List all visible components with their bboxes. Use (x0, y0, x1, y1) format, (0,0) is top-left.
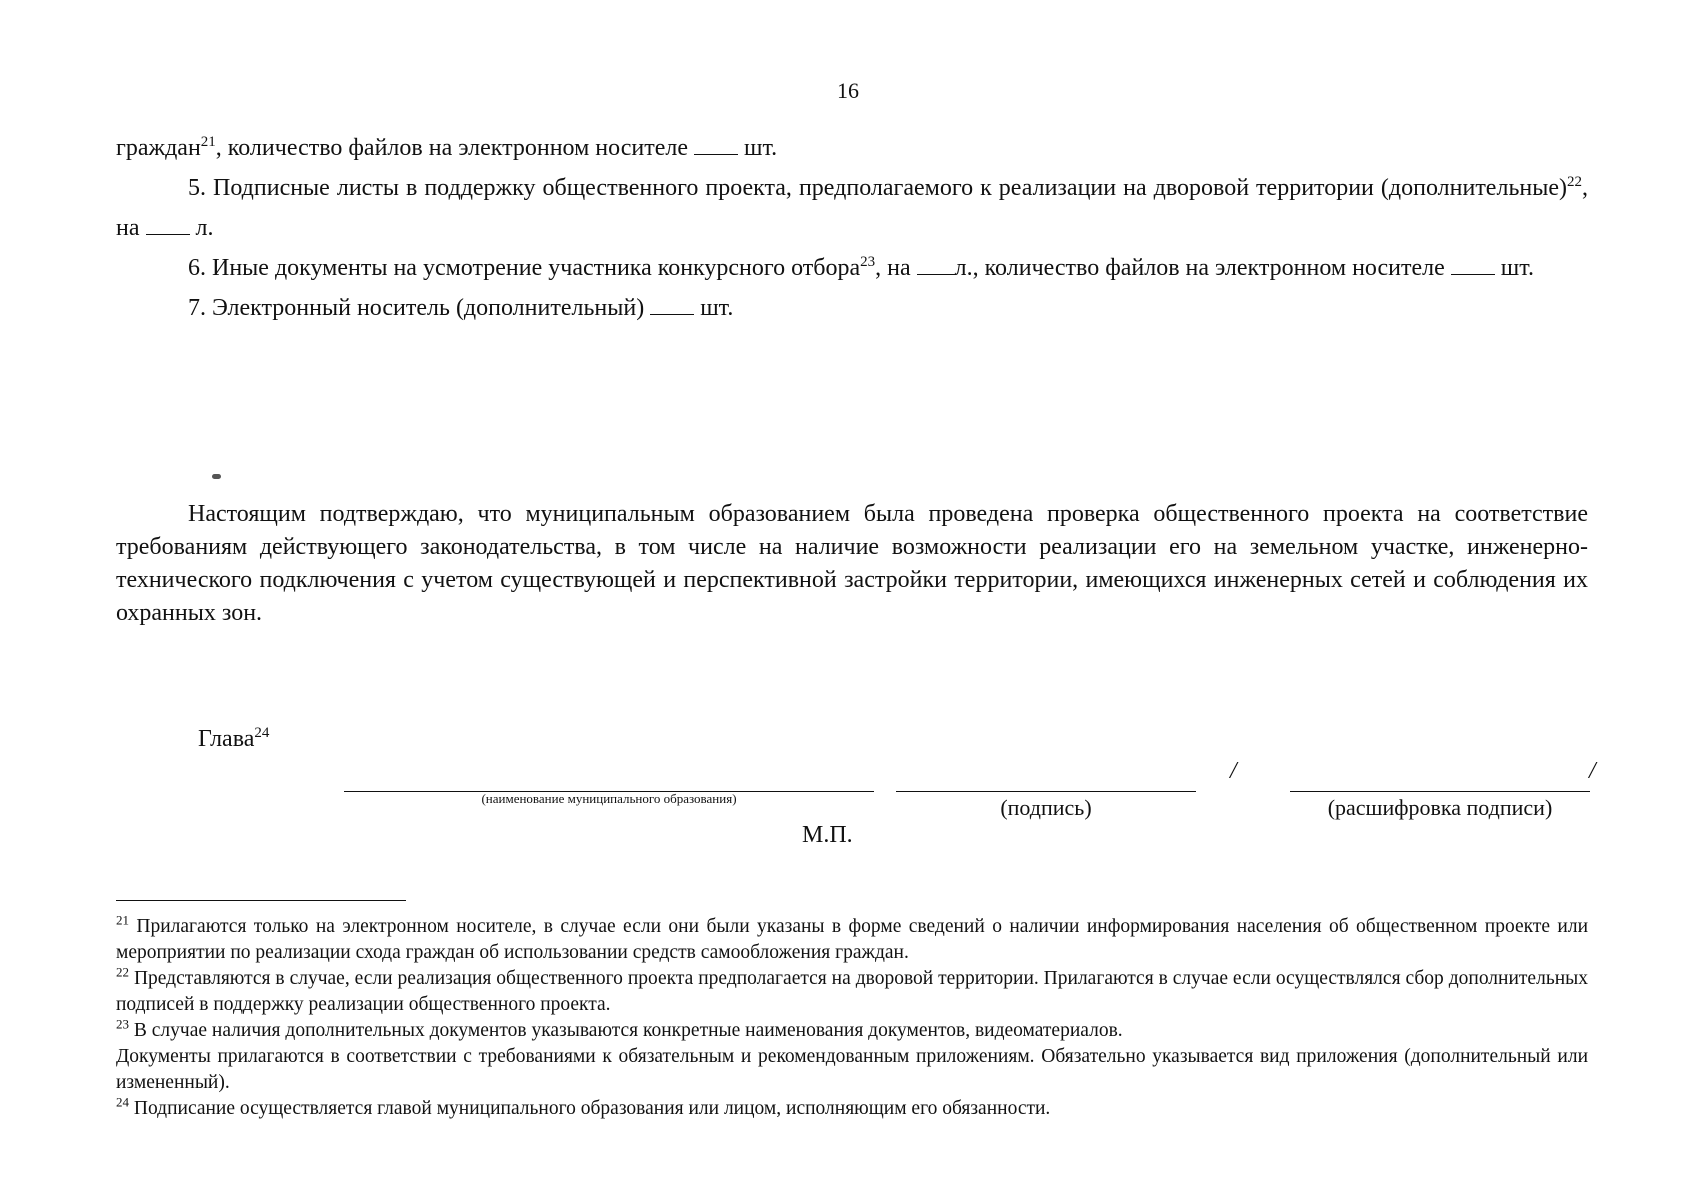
blank-field (917, 254, 955, 275)
confirmation-text: Настоящим подтверждаю, что муниципальным образованием была проведена проверка общественного проекта на соответствие требованиям действующего законодательства, в том числе на наличие возможности реализации его на земельном участке, инженерно-технического подключения с учетом существующей и перспективной застройки территории, имеющихся инженерных сетей и соблюдения их охранных зон. (116, 501, 1588, 626)
footnote-text: Прилагаются только на электронном носителе, в случае если они были указаны в форме сведений о наличии информирования населения об общественном проекте или мероприятии по реализации схода граждан об использовании средств самообложения граждан. (116, 916, 1588, 963)
confirmation-paragraph (116, 498, 1588, 630)
footnotes (116, 914, 1588, 1122)
text: 5. Подписные листы в поддержку общественного проекта, предполагаемого к реализации на дворовой территории (дополнительные) (188, 175, 1567, 201)
footnote-21 (116, 914, 1588, 966)
footnote-text: В случае наличия дополнительных документов указываются конкретные наименования документов, видеоматериалов. (133, 1020, 1123, 1041)
footnote-number: 24 (116, 1094, 129, 1110)
text: граждан (116, 135, 201, 161)
footnote-ref-24: 24 (254, 725, 270, 741)
scan-speck (212, 474, 221, 479)
paragraph-7 (116, 288, 1588, 328)
footnote-ref-23: 23 (860, 254, 876, 270)
footnote-22 (116, 966, 1588, 1018)
text: л., количество файлов на электронном носителе (954, 255, 1445, 281)
paragraph-6 (116, 248, 1588, 288)
page-number: 16 (837, 78, 859, 103)
text: 6. Иные документы на усмотрение участника конкурсного отбора (188, 255, 861, 281)
text: , количество файлов на электронном носителе (215, 135, 688, 161)
stamp-placeholder: М.П. (802, 822, 853, 848)
footnote-number: 23 (116, 1016, 129, 1032)
footnote-23 (116, 1018, 1588, 1044)
slash-mark: / (1230, 758, 1237, 784)
blank-field (694, 134, 738, 155)
unit-label: л. (195, 215, 214, 241)
head-label (198, 726, 269, 753)
footnote-ref-22: 22 (1567, 174, 1582, 190)
footnote-23-continued (116, 1044, 1588, 1096)
blank-field (146, 214, 190, 235)
text: , на (116, 175, 1588, 241)
footnote-text: Представляются в случае, если реализация общественного проекта предполагается на дворовой территории. Прилагаются в случае если осуществлялся сбор дополнительных подписей в поддержку реализации общественного проекта. (116, 968, 1589, 1015)
blank-field (650, 294, 694, 315)
document-body (116, 128, 1588, 328)
footnote-text: Документы прилагаются в соответствии с требованиями к обязательным и рекомендованным приложениям. Обязательно указывается вид приложения (дополнительный или измененный). (116, 1046, 1588, 1093)
municipality-caption: (наименование муниципального образования) (481, 791, 737, 806)
signature-line (896, 791, 1196, 792)
text: 7. Электронный носитель (дополнительный) (188, 295, 645, 321)
footnote-separator (116, 900, 406, 901)
paragraph-continuation (116, 128, 1588, 168)
unit-label: шт. (1500, 255, 1534, 281)
unit-label: шт. (743, 135, 778, 161)
slash-mark-end: / (1589, 758, 1596, 784)
paragraph-5 (116, 168, 1588, 248)
footnote-number: 21 (116, 912, 129, 928)
footnote-24 (116, 1096, 1588, 1122)
footnote-number: 22 (116, 964, 129, 980)
head-label-text: Глава (198, 726, 255, 752)
decoding-caption: (расшифровка подписи) (1327, 795, 1553, 820)
unit-label: шт. (700, 295, 734, 321)
text: , на (875, 255, 911, 281)
blank-field (1451, 254, 1495, 275)
footnote-text: Подписание осуществляется главой муниципального образования или лицом, исполняющим его обязанности. (133, 1098, 1051, 1119)
footnote-ref-21: 21 (200, 134, 216, 150)
signature-caption: (подпись) (1000, 795, 1092, 820)
decoding-line (1290, 791, 1590, 792)
